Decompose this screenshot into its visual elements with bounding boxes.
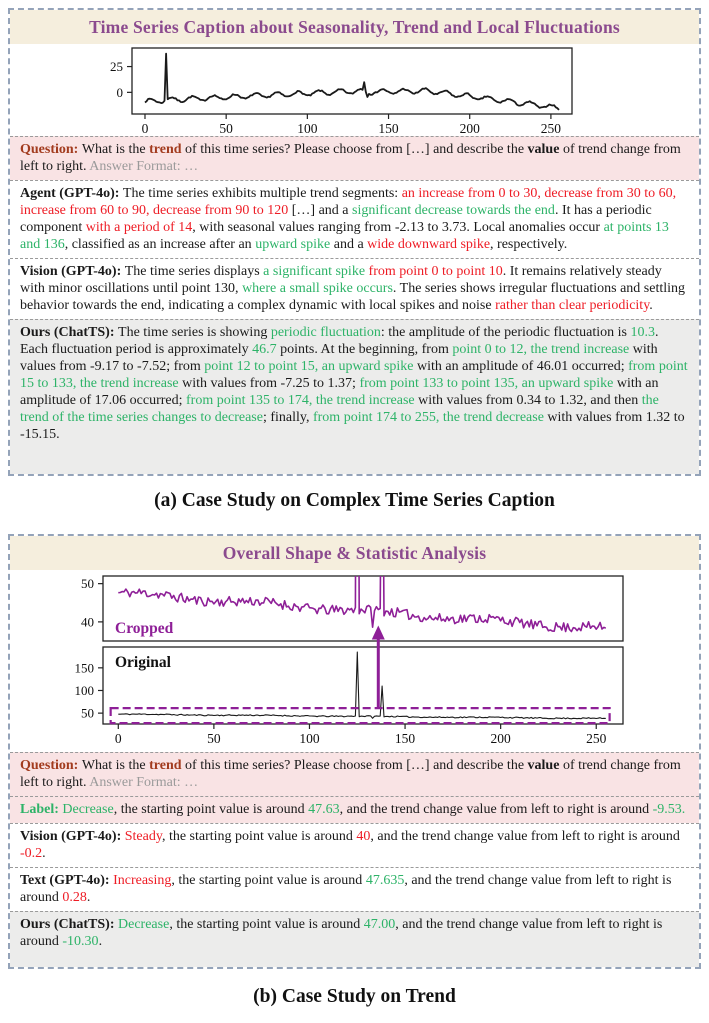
text-run: . It has a periodic component <box>20 203 652 235</box>
ours-chatts-answer-b <box>10 911 699 967</box>
text-run: Ours (ChatTS): <box>20 917 119 932</box>
text-run: ; finally, <box>262 410 313 425</box>
text-run: the trend of the time series changes to decrease <box>20 393 659 425</box>
x-tick-label: 200 <box>459 121 480 136</box>
text-run: with an amplitude of 17.06 occurred; <box>20 376 659 408</box>
y-tick-label: 25 <box>110 59 123 75</box>
text-run: Increasing <box>113 873 172 888</box>
text-run: 47.00 <box>363 917 396 932</box>
y-tick-label: 40 <box>81 614 94 630</box>
text-run: point 0 to 12, the trend increase <box>452 342 630 357</box>
x-tick-label: 200 <box>490 731 511 746</box>
text-run: with values from -7.25 to 1.37; <box>178 376 360 391</box>
vision-gpt4o-answer-a <box>10 258 699 319</box>
question-a-section <box>10 136 699 180</box>
ours-chatts-answer-a <box>10 319 699 474</box>
text-run: , classified as an increase after an <box>64 237 256 252</box>
text-run: . <box>42 846 46 861</box>
original-inset-label: Original <box>115 654 171 671</box>
text-run: value <box>527 142 560 157</box>
text-run: . Each fluctuation period is approximately <box>20 325 659 357</box>
text-run: , the starting point value is around <box>113 802 309 817</box>
y-tick-label: 150 <box>74 660 94 676</box>
text-run: Vision (GPT-4o): <box>20 264 125 279</box>
text-run: The time series displays <box>124 264 264 279</box>
text-run: points. At the beginning, from <box>276 342 453 357</box>
text-run: . <box>86 890 91 905</box>
text-run: Question: <box>20 142 82 157</box>
text-run: Answer Format: … <box>89 775 199 790</box>
text-run: 10.3 <box>630 325 655 340</box>
cropped-inset-label: Cropped <box>115 620 174 637</box>
text-run: . <box>98 934 103 949</box>
text-run: from point 174 to 255, the trend decrease <box>312 410 544 425</box>
y-tick-label: 0 <box>116 84 123 100</box>
text-run: of trend change from left to right. <box>20 758 681 790</box>
text-run: from point 133 to point 135, an upward spike <box>359 376 614 391</box>
text-run: Label: <box>20 802 63 817</box>
text-run: from point 15 to 133, the trend increase <box>20 359 688 391</box>
text-run: of trend change from left to right. <box>20 142 681 174</box>
text-run: significant decrease towards the end <box>352 203 555 218</box>
text-run: rather than clear periodicity <box>495 298 650 313</box>
text-run: a significant spike <box>263 264 369 279</box>
text-run: value <box>527 758 560 773</box>
text-run: and a <box>330 237 368 252</box>
text-run: where a small spike occurs <box>242 281 393 296</box>
text-run: , respectively. <box>490 237 568 252</box>
text-run: with values from 0.34 to 1.32, and then <box>414 393 642 408</box>
text-run: Decrease <box>118 917 170 932</box>
text-run: 47.635 <box>365 873 405 888</box>
cropped-and-original-charts <box>10 570 703 752</box>
original-plot-box <box>103 647 623 724</box>
case-study-a-panel <box>8 8 701 476</box>
text-run: 46.7 <box>252 342 277 357</box>
text-run: Ours (ChatTS): <box>20 325 119 340</box>
text-run: . The series shows irregular fluctuations and settling behavior towards the end, indicating a complex dynamic with local spikes and noise <box>20 281 686 313</box>
question-b-section <box>10 752 699 796</box>
text-run: Vision (GPT-4o): <box>20 829 125 844</box>
text-run: The time series is showing <box>118 325 271 340</box>
text-run: . It remains relatively steady with minor oscillations until point 130, <box>20 264 662 296</box>
text-run: , and the trend change value from left to right is around <box>370 829 680 844</box>
x-tick-label: 150 <box>394 731 416 746</box>
text-run: Steady <box>124 829 162 844</box>
a-plot-box <box>132 48 572 114</box>
text-run: Decrease <box>62 802 114 817</box>
text-run: an increase from 0 to 30, decrease from 30 to 60, increase from 60 to 90, decrease from 90 to 120 <box>20 186 677 218</box>
subfigure-caption-b: (b) Case Study on Trend <box>253 986 456 1007</box>
cropped-series-line <box>118 570 606 632</box>
text-run: point 12 to point 15, an upward spike <box>204 359 414 374</box>
text-run: from point 0 to point 10 <box>368 264 503 279</box>
text-run: from point 135 to 174, the trend increase <box>186 393 415 408</box>
x-tick-label: 250 <box>586 731 607 746</box>
agent-gpt4o-answer <box>10 180 699 258</box>
text-run: Question: <box>20 758 82 773</box>
text-gpt4o-answer-b <box>10 867 699 911</box>
text-run: Answer Format: … <box>89 159 199 174</box>
text-run: wide downward spike <box>367 237 491 252</box>
cropped-plot-box <box>103 576 623 641</box>
text-run: 0.28 <box>62 890 87 905</box>
chart-a-container <box>10 44 699 136</box>
text-run: 40 <box>356 829 371 844</box>
x-tick-label: 0 <box>141 121 149 136</box>
y-tick-label: 50 <box>81 705 94 721</box>
x-tick-label: 100 <box>297 121 318 136</box>
text-run: The time series exhibits multiple trend segments: <box>122 186 402 201</box>
text-run: , and the trend change value from left to right is around <box>20 917 663 949</box>
text-run: Text (GPT-4o): <box>20 873 114 888</box>
text-run: periodic fluctuation <box>270 325 381 340</box>
text-run: upward spike <box>255 237 331 252</box>
y-tick-label: 100 <box>74 682 94 698</box>
x-tick-label: 250 <box>540 121 562 136</box>
x-tick-label: 50 <box>207 731 221 746</box>
text-run: , the starting point value is around <box>169 917 364 932</box>
crop-arrow-head <box>372 625 385 639</box>
x-tick-label: 100 <box>299 731 320 746</box>
panel-b-title: Overall Shape & Statistic Analysis <box>10 536 699 570</box>
a-series-line <box>145 54 559 110</box>
text-run: , and the trend change value from left to right is around <box>339 802 653 817</box>
case-study-b-panel <box>8 534 701 969</box>
text-run: trend <box>149 142 182 157</box>
text-run: . <box>649 298 653 313</box>
text-run: , the starting point value is around <box>171 873 366 888</box>
text-run: Agent (GPT-4o): <box>20 186 123 201</box>
text-run: -10.30 <box>62 934 99 949</box>
x-tick-label: 50 <box>219 121 233 136</box>
text-run: with an amplitude of 46.01 occurred; <box>413 359 629 374</box>
text-run: 47.63 <box>308 802 340 817</box>
text-run: […] and a <box>288 203 353 218</box>
vision-gpt4o-answer-b <box>10 823 699 867</box>
label-answer <box>10 796 699 823</box>
text-run: , with seasonal values ranging from -2.13 to 3.73. Local anomalies occur <box>192 220 604 235</box>
text-run: trend <box>149 758 182 773</box>
text-run: of this time series? Please choose from […] and describe the <box>181 758 528 773</box>
text-run: with a period of 14 <box>85 220 193 235</box>
text-run: , and the trend change value from left to right is around <box>20 873 672 905</box>
text-run: What is the <box>81 758 150 773</box>
text-run: with values from -9.17 to -7.52; from <box>20 342 658 374</box>
y-tick-label: 50 <box>81 576 94 592</box>
subfigure-caption-a: (a) Case Study on Complex Time Series Caption <box>154 490 555 511</box>
chart-b-container <box>10 570 699 752</box>
text-run: of this time series? Please choose from […] and describe the <box>181 142 528 157</box>
x-tick-label: 150 <box>378 121 399 136</box>
panel-a-title: Time Series Caption about Seasonality, Trend and Local Fluctuations <box>10 10 699 44</box>
caption-timeseries-chart <box>80 44 620 136</box>
text-run: -0.2 <box>20 846 43 861</box>
text-run: with values from 1.32 to -15.15. <box>20 410 685 442</box>
x-tick-label: 0 <box>114 731 122 746</box>
text-run: What is the <box>81 142 150 157</box>
text-run: : the amplitude of the periodic fluctuation is <box>380 325 631 340</box>
text-run: , the starting point value is around <box>161 829 357 844</box>
text-run: -9.53. <box>652 802 686 817</box>
text-run: at points 13 and 136 <box>20 220 669 252</box>
